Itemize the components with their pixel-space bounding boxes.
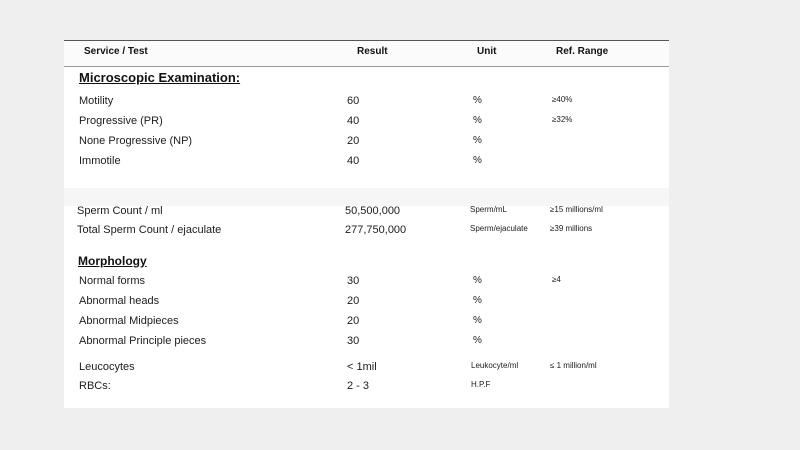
test-result: 30 <box>347 335 360 347</box>
test-result: 20 <box>347 135 360 147</box>
header-ref-range: Ref. Range <box>556 46 609 57</box>
test-name: RBCs: <box>79 380 111 392</box>
header-unit: Unit <box>477 46 497 57</box>
test-name: Abnormal Midpieces <box>79 315 179 327</box>
test-name: None Progressive (NP) <box>79 135 193 147</box>
test-name: Sperm Count / ml <box>77 205 163 217</box>
test-result: 20 <box>347 315 360 327</box>
test-name: Abnormal Principle pieces <box>79 335 207 347</box>
test-result: 30 <box>347 275 360 287</box>
test-ref-range: ≥39 millions <box>550 224 593 233</box>
test-name: Progressive (PR) <box>79 115 163 127</box>
test-result: 40 <box>347 115 360 127</box>
test-name: Leucocytes <box>79 361 135 373</box>
table-row <box>64 205 669 223</box>
table-row <box>64 380 669 398</box>
test-ref-range: ≥40% <box>552 95 573 104</box>
test-name: Total Sperm Count / ejaculate <box>77 224 222 236</box>
table-row <box>64 224 669 242</box>
test-name: Motility <box>79 95 114 107</box>
test-unit: H.P.F <box>471 380 491 389</box>
table-row <box>64 135 669 153</box>
section-title-morphology: Morphology <box>78 254 147 268</box>
section-title-microscopic: Microscopic Examination: <box>79 70 241 85</box>
test-ref-range: ≥4 <box>552 275 561 284</box>
test-name: Immotile <box>79 155 121 167</box>
table-row <box>64 315 669 333</box>
table-row <box>64 361 669 379</box>
table-row <box>64 115 669 133</box>
test-unit: % <box>473 275 482 286</box>
test-result: < 1mil <box>347 361 377 373</box>
test-result: 277,750,000 <box>345 224 407 236</box>
table-row <box>64 275 669 293</box>
test-result: 60 <box>347 95 360 107</box>
table-row <box>64 95 669 113</box>
test-unit: % <box>473 295 482 306</box>
test-unit: Leukocyte/ml <box>471 361 519 370</box>
test-unit: Sperm/mL <box>470 205 507 214</box>
test-ref-range: ≤ 1 million/ml <box>550 361 597 370</box>
test-result: 40 <box>347 155 360 167</box>
table-row <box>64 335 669 353</box>
header-service-test: Service / Test <box>84 46 148 57</box>
lab-report-sheet <box>64 40 669 408</box>
test-unit: % <box>473 155 482 166</box>
table-row <box>64 295 669 313</box>
test-unit: % <box>473 335 482 346</box>
row-separator-band <box>64 188 669 206</box>
test-name: Abnormal heads <box>79 295 160 307</box>
table-row <box>64 155 669 173</box>
test-unit: % <box>473 315 482 326</box>
test-result: 50,500,000 <box>345 205 401 217</box>
test-ref-range: ≥32% <box>552 115 573 124</box>
test-unit: Sperm/ejaculate <box>470 224 528 233</box>
test-unit: % <box>473 95 482 106</box>
header-result: Result <box>357 46 388 57</box>
table-header <box>64 40 669 67</box>
test-unit: % <box>473 115 482 126</box>
test-result: 20 <box>347 295 360 307</box>
test-ref-range: ≥15 millions/ml <box>550 205 603 214</box>
test-unit: % <box>473 135 482 146</box>
test-result: 2 - 3 <box>347 380 370 392</box>
test-name: Normal forms <box>79 275 146 287</box>
